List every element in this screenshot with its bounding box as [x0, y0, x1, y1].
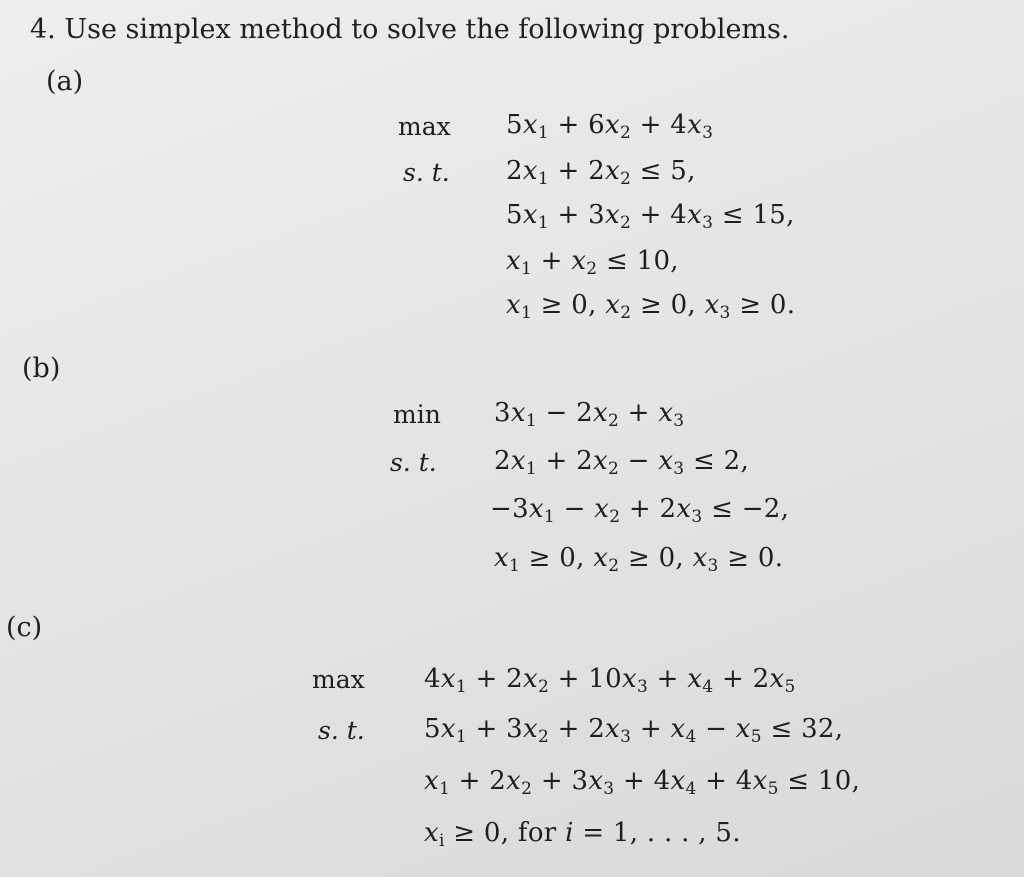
part-a-constraint-keyword: s. t.: [403, 158, 450, 187]
part-c-objective: $4x_1 + 2x_2 + 10x_3 + x_4 + 2x_5$: [424, 664, 796, 697]
part-c-objective-keyword: max: [312, 665, 365, 694]
part-a-label: (a): [46, 66, 84, 97]
part-b-constraint-2: $-3x_1 - x_2 + 2x_3 \le -2$,: [490, 494, 790, 527]
part-c-nonnegativity: $x_i \ge 0$, for i = 1, . . . , 5.: [424, 818, 741, 851]
part-c-constraint-2: $x_1 + 2x_2 + 3x_3 + 4x_4 + 4x_5 \le 10$,: [424, 766, 861, 799]
part-b-nonnegativity: $x_1 \ge 0$, $x_2 \ge 0$, $x_3 \ge 0$.: [494, 543, 784, 576]
part-a-constraint-2: $5x_1 + 3x_2 + 4x_3 \le 15$,: [506, 200, 795, 233]
part-a-objective: $5x_1 + 6x_2 + 4x_3$: [506, 110, 714, 143]
part-b-label: (b): [22, 353, 61, 384]
part-b-objective: $3x_1 - 2x_2 + x_3$: [494, 398, 685, 431]
part-c-constraint-keyword: s. t.: [318, 716, 365, 745]
part-a-constraint-1: $2x_1 + 2x_2 \le 5$,: [506, 156, 696, 189]
part-a-nonnegativity: $x_1 \ge 0$, $x_2 \ge 0$, $x_3 \ge 0$.: [506, 290, 796, 323]
part-c-label: (c): [6, 612, 43, 643]
part-b-constraint-keyword: s. t.: [390, 448, 437, 477]
part-b-constraint-1: $2x_1 + 2x_2 - x_3 \le 2$,: [494, 446, 750, 479]
part-b-objective-keyword: min: [393, 400, 441, 429]
exercise-heading: 4. Use simplex method to solve the following problems.: [30, 14, 790, 45]
part-a-constraint-3: $x_1 + x_2 \le 10$,: [506, 246, 679, 279]
part-a-objective-keyword: max: [398, 112, 451, 141]
part-c-constraint-1: $5x_1 + 3x_2 + 2x_3 + x_4 - x_5 \le 32$,: [424, 714, 844, 747]
